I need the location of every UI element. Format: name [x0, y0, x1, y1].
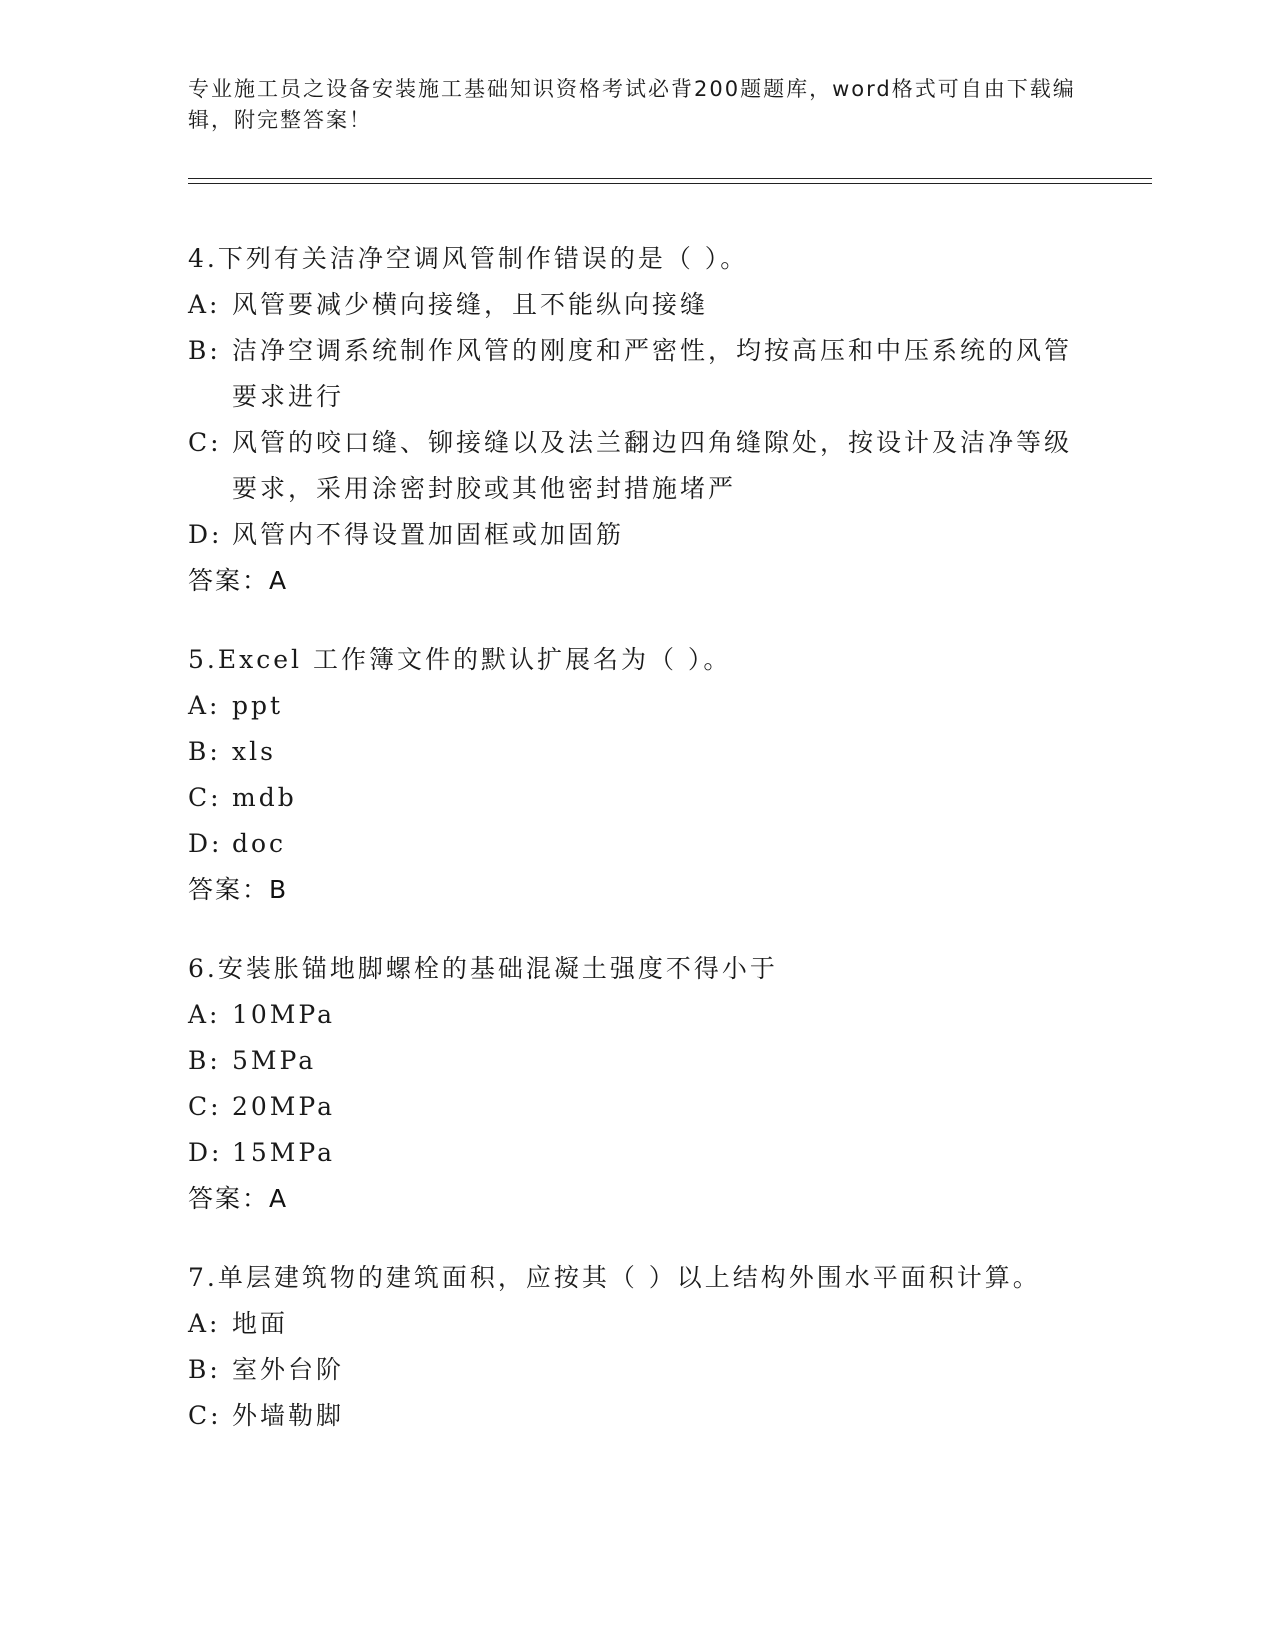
question-stem: 4.下列有关洁净空调风管制作错误的是（ ）。 — [188, 244, 749, 273]
answer-line: 答案：A — [188, 1184, 289, 1213]
option-text: 10MPa — [232, 1000, 336, 1029]
option-text: 室外台阶 — [232, 1355, 345, 1384]
question-stem: 6.安装胀锚地脚螺栓的基础混凝土强度不得小于 — [188, 954, 778, 983]
option-letter: A: — [188, 691, 221, 720]
question-stem: 7.单层建筑物的建筑面积，应按其（ ）以上结构外围水平面积计算。 — [188, 1263, 1041, 1292]
question-list — [188, 236, 1088, 1472]
option-letter: C: — [188, 1401, 222, 1430]
option-letter: D: — [188, 829, 223, 858]
option-text: ppt — [232, 691, 284, 720]
header-rule-top — [188, 178, 1152, 179]
option-text: 外墙勒脚 — [232, 1401, 345, 1430]
option-a — [188, 992, 1088, 1038]
option-text: 15MPa — [232, 1138, 336, 1167]
question-6 — [188, 946, 1088, 1222]
option-b — [188, 328, 1088, 420]
option-c — [188, 775, 1088, 821]
option-text: xls — [232, 737, 276, 766]
option-letter: B: — [188, 336, 221, 365]
option-c — [188, 420, 1088, 512]
option-text: 5MPa — [232, 1046, 317, 1075]
answer-line: 答案：A — [188, 566, 289, 595]
header-rule-bottom — [188, 183, 1152, 184]
option-text: 洁净空调系统制作风管的刚度和严密性，均按高压和中压系统的风管要求进行 — [232, 336, 1073, 411]
option-a — [188, 1301, 1088, 1347]
option-text: 风管内不得设置加固框或加固筋 — [232, 520, 625, 549]
option-d — [188, 1130, 1088, 1176]
option-a — [188, 683, 1088, 729]
option-b — [188, 1347, 1088, 1393]
option-letter: A: — [188, 1000, 221, 1029]
answer-line: 答案：B — [188, 875, 289, 904]
option-a — [188, 282, 1088, 328]
option-d — [188, 512, 1088, 558]
option-letter: C: — [188, 428, 222, 457]
option-text: mdb — [232, 783, 297, 812]
document-header: 专业施工员之设备安装施工基础知识资格考试必背200题题库，word格式可自由下载编辑，附完整答案！ — [188, 77, 1076, 132]
option-letter: A: — [188, 290, 221, 319]
option-letter: D: — [188, 1138, 223, 1167]
option-text: doc — [232, 829, 287, 858]
option-text: 地面 — [232, 1309, 289, 1338]
option-letter: C: — [188, 1092, 222, 1121]
option-letter: D: — [188, 520, 223, 549]
option-text: 20MPa — [232, 1092, 336, 1121]
question-7 — [188, 1255, 1088, 1439]
option-text: 风管的咬口缝、铆接缝以及法兰翻边四角缝隙处，按设计及洁净等级要求，采用涂密封胶或其他密封措施堵严 — [232, 428, 1073, 503]
question-stem: 5.Excel 工作簿文件的默认扩展名为（ ）。 — [188, 645, 732, 674]
option-d — [188, 821, 1088, 867]
option-text: 风管要减少横向接缝，且不能纵向接缝 — [232, 290, 709, 319]
option-letter: B: — [188, 737, 221, 766]
option-b — [188, 1038, 1088, 1084]
option-c — [188, 1084, 1088, 1130]
question-5 — [188, 637, 1088, 913]
option-letter: B: — [188, 1046, 221, 1075]
option-b — [188, 729, 1088, 775]
option-letter: C: — [188, 783, 222, 812]
option-letter: B: — [188, 1355, 221, 1384]
option-c — [188, 1393, 1088, 1439]
option-letter: A: — [188, 1309, 221, 1338]
question-4 — [188, 236, 1088, 604]
